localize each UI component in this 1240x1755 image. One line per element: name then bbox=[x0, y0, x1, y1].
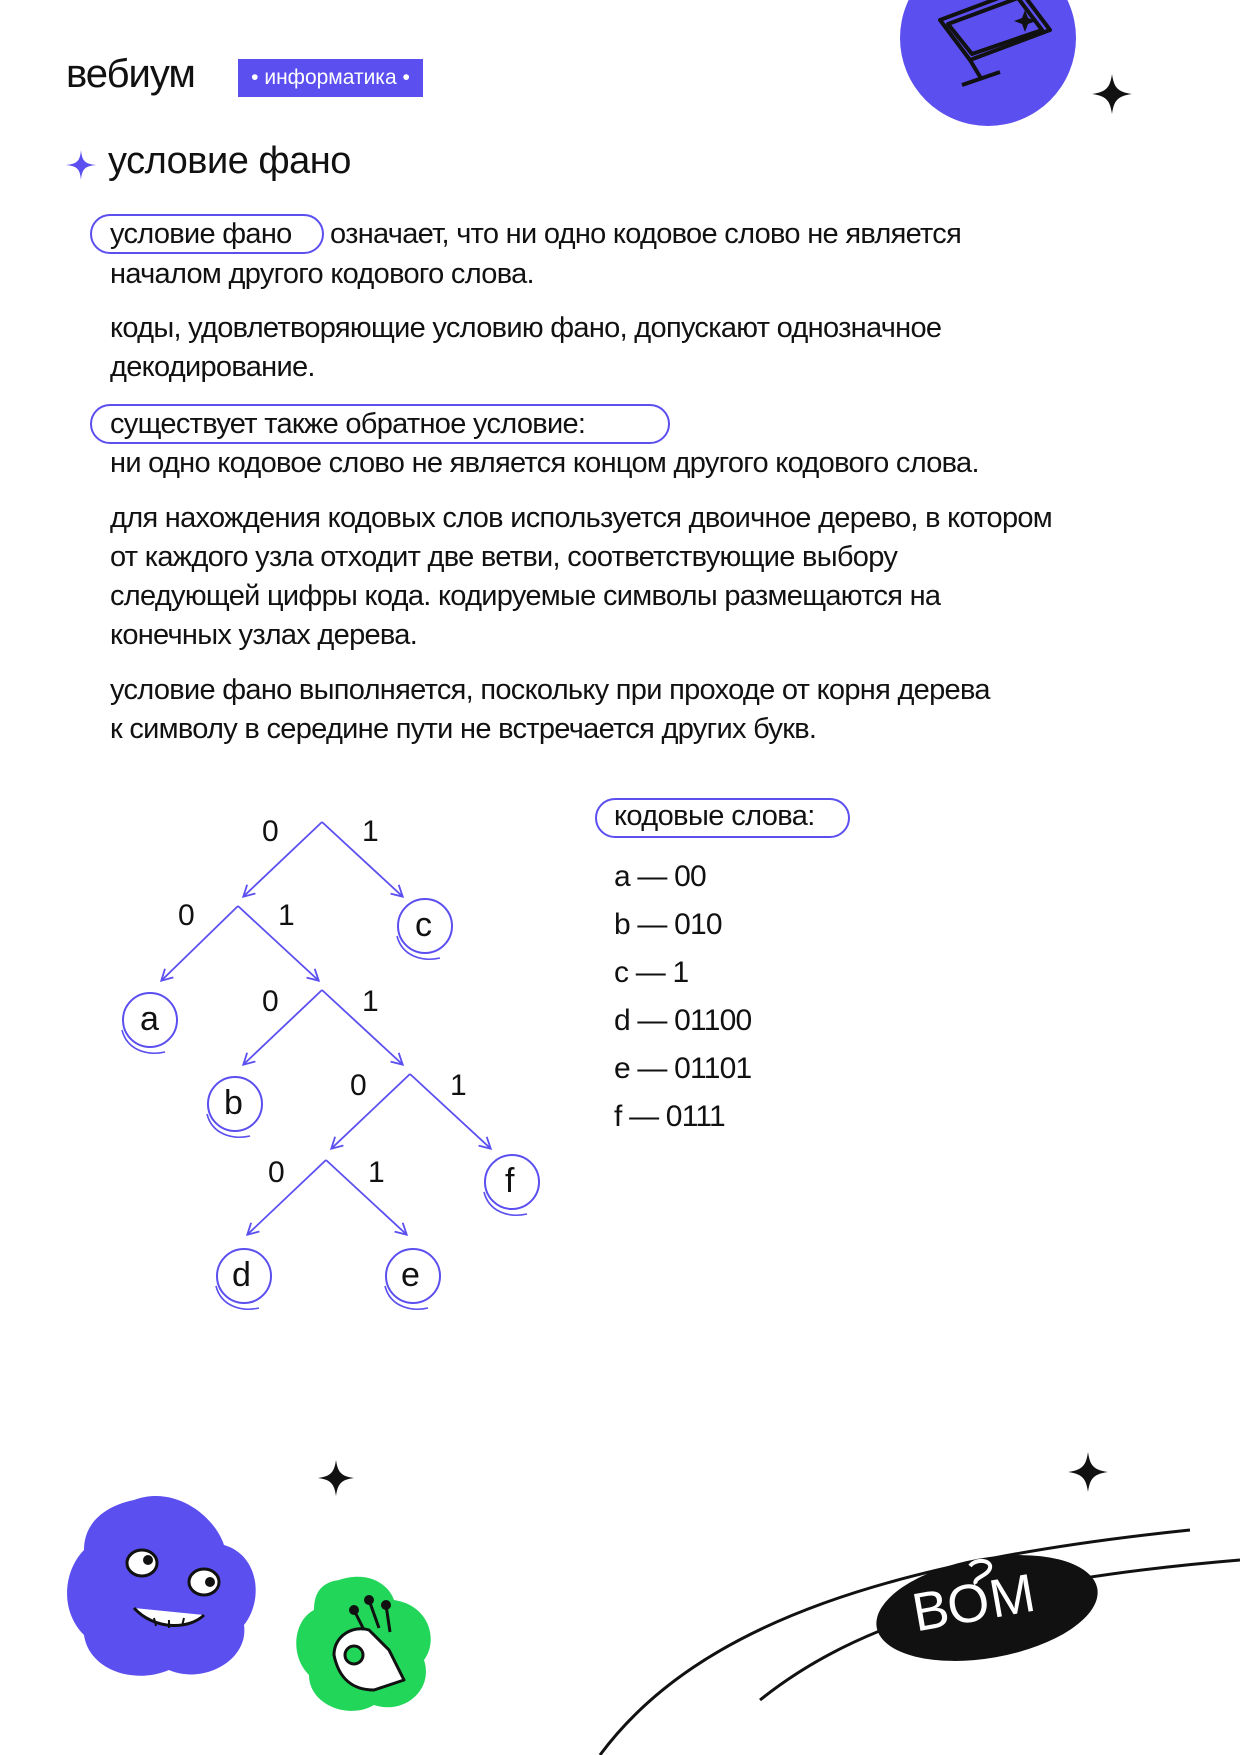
branch-label: 1 bbox=[450, 1069, 467, 1102]
tree-leaf-a: a bbox=[140, 1000, 159, 1038]
paragraph-text: означает, что ни одно кодовое слово не является bbox=[330, 218, 962, 250]
paragraph-text: началом другого кодового слова. bbox=[110, 258, 534, 290]
branch-label: 1 bbox=[368, 1156, 385, 1189]
tree-leaf-c: c bbox=[415, 906, 432, 944]
tree-leaf-b: b bbox=[224, 1084, 243, 1122]
paragraph-text: ни одно кодовое слово не является концом другого кодового слова. bbox=[110, 447, 979, 479]
branch-label: 1 bbox=[278, 899, 295, 932]
code-word: e — 01101 bbox=[614, 1052, 752, 1085]
page-title: условие фано bbox=[108, 140, 351, 182]
tree-leaf-d: d bbox=[232, 1256, 251, 1294]
vom-logo-text: ВОМ bbox=[907, 1562, 1041, 1644]
codes-title: кодовые слова: bbox=[614, 800, 815, 832]
tree-leaf-f: f bbox=[505, 1162, 515, 1200]
paragraph-text: декодирование. bbox=[110, 351, 315, 383]
branch-label: 0 bbox=[262, 815, 279, 848]
branch-label: 0 bbox=[268, 1156, 285, 1189]
code-word: f — 0111 bbox=[614, 1100, 725, 1133]
branch-label: 0 bbox=[262, 985, 279, 1018]
code-word: c — 1 bbox=[614, 956, 689, 989]
paragraph-text: условие фано выполняется, поскольку при проходе от корня дерева bbox=[110, 674, 990, 706]
paragraph-text: для нахождения кодовых слов используется двоичное дерево, в котором bbox=[110, 502, 1053, 534]
paragraph-text: конечных узлах дерева. bbox=[110, 619, 418, 651]
code-word: b — 010 bbox=[614, 908, 722, 941]
paragraph-text: к символу в середине пути не встречается других букв. bbox=[110, 713, 817, 745]
branch-label: 1 bbox=[362, 815, 379, 848]
code-word: a — 00 bbox=[614, 860, 706, 893]
paragraph-text: от каждого узла отходит две ветви, соответствующие выбору bbox=[110, 541, 898, 573]
code-word: d — 01100 bbox=[614, 1004, 752, 1037]
branch-label: 0 bbox=[350, 1069, 367, 1102]
branch-label: 1 bbox=[362, 985, 379, 1018]
highlight-term: условие фано bbox=[110, 218, 292, 250]
highlight-term: существует также обратное условие: bbox=[110, 408, 586, 440]
tree-leaf-e: e bbox=[401, 1256, 420, 1294]
paragraph-text: следующей цифры кода. кодируемые символы размещаются на bbox=[110, 580, 941, 612]
branch-label: 0 bbox=[178, 899, 195, 932]
subject-badge: • информатика • bbox=[238, 59, 423, 97]
brand-logo: вебиум bbox=[66, 52, 195, 96]
paragraph-text: коды, удовлетворяющие условию фано, допускают однозначное bbox=[110, 312, 942, 344]
